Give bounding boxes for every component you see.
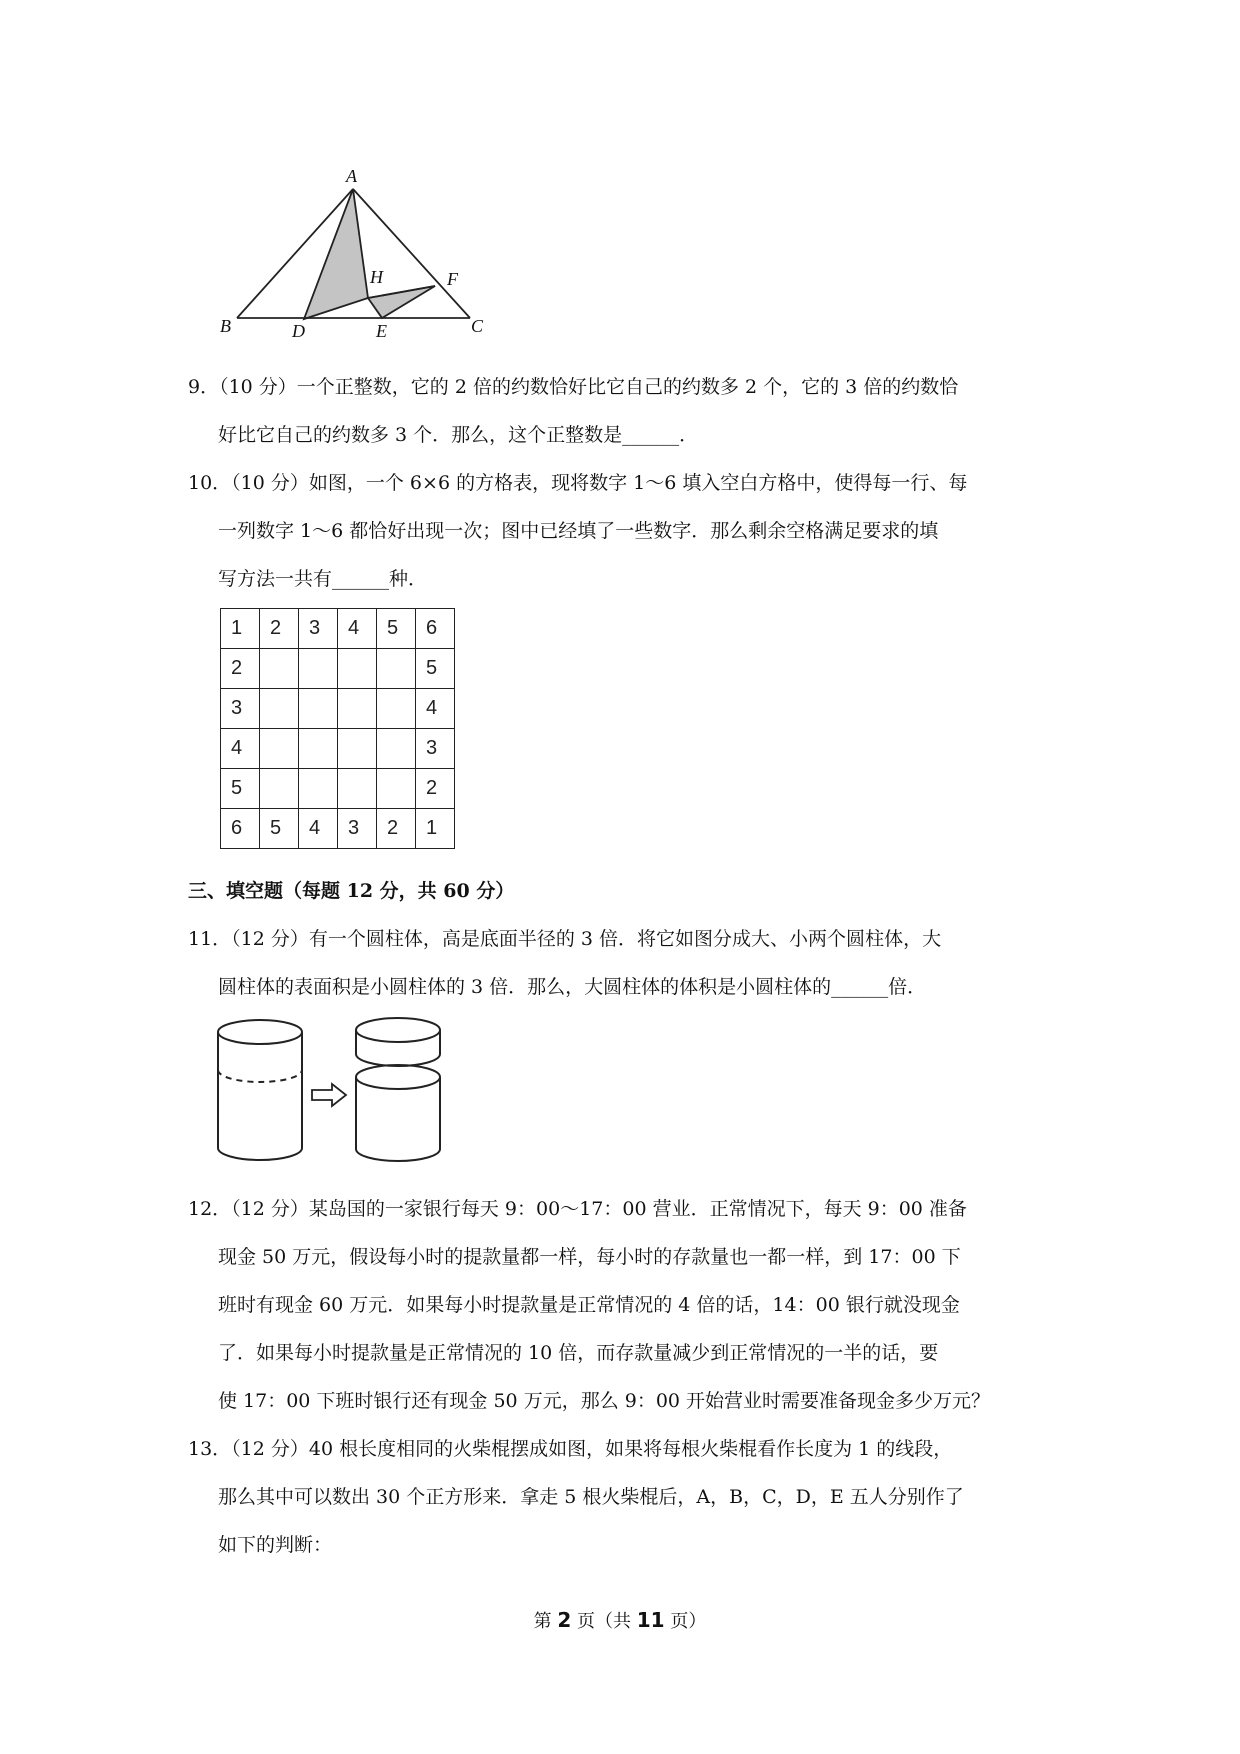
cylinder-figure [212, 1012, 462, 1164]
q9-line-2: 好比它自己的约数多 3 个．那么，这个正整数是______． [218, 424, 699, 446]
grid-row [221, 609, 455, 649]
grid-cell [299, 689, 338, 729]
grid-cell: 2 [260, 609, 299, 649]
grid-cell: 5 [416, 649, 455, 689]
grid-cell: 3 [416, 729, 455, 769]
footer-middle: 页（共 [571, 1611, 637, 1632]
grid-cell: 5 [260, 809, 299, 849]
grid-cell: 6 [221, 809, 260, 849]
q12-line-1: 12．（12 分）某岛国的一家银行每天 9：00～17：00 营业．正常情况下，每天 9：00 准备 [188, 1198, 967, 1220]
q13-line-1: 13．（12 分）40 根长度相同的火柴棍摆成如图，如果将每根火柴棍看作长度为 1 的线段， [188, 1438, 953, 1460]
label-b: B [220, 316, 231, 336]
grid-cell [260, 649, 299, 689]
arrow-icon [312, 1084, 346, 1106]
q12-line-5: 使 17：00 下班时银行还有现金 50 万元，那么 9：00 开始营业时需要准备现金多少万元？ [218, 1390, 991, 1412]
grid-cell [299, 649, 338, 689]
label-e: E [376, 321, 387, 341]
grid-cell [338, 729, 377, 769]
grid-cell: 3 [221, 689, 260, 729]
grid-cell [338, 649, 377, 689]
q10-line-1: 10．（10 分）如图，一个 6×6 的方格表，现将数字 1～6 填入空白方格中，使得每一行、每 [188, 472, 968, 494]
q11-line-1: 11．（12 分）有一个圆柱体，高是底面半径的 3 倍．将它如图分成大、小两个圆柱体，大 [188, 928, 942, 950]
grid-cell: 6 [416, 609, 455, 649]
grid-cell: 2 [377, 809, 416, 849]
q12-line-3: 班时有现金 60 万元．如果每小时提款量是正常情况的 4 倍的话，14：00 银行就没现金 [218, 1294, 960, 1316]
grid-cell: 4 [416, 689, 455, 729]
grid-cell [260, 729, 299, 769]
grid-cell: 4 [299, 809, 338, 849]
grid-cell: 2 [221, 649, 260, 689]
section-title: 三、填空题（每题 12 分，共 60 分） [188, 880, 515, 902]
label-h: H [370, 267, 383, 287]
footer-suffix: 页） [664, 1611, 707, 1632]
grid-cell [338, 689, 377, 729]
shaded-region-hef [368, 286, 435, 318]
grid-cell: 4 [338, 609, 377, 649]
small-cylinder [356, 1018, 440, 1066]
grid-cell: 4 [221, 729, 260, 769]
grid-cell [299, 769, 338, 809]
grid-row [221, 769, 455, 809]
page-footer [0, 1607, 1240, 1633]
grid-cell: 3 [338, 809, 377, 849]
grid-row [221, 649, 455, 689]
grid-row [221, 809, 455, 849]
grid-row [221, 689, 455, 729]
footer-prefix: 第 [533, 1611, 558, 1632]
label-c: C [471, 316, 484, 336]
footer-total-pages: 11 [636, 1608, 665, 1632]
q10-line-2: 一列数字 1～6 都恰好出现一次；图中已经填了一些数字．那么剩余空格满足要求的填 [218, 520, 939, 542]
grid-cell [377, 769, 416, 809]
label-a: A [346, 166, 357, 186]
number-grid [220, 608, 455, 849]
label-f: F [447, 269, 458, 289]
q11-line-2: 圆柱体的表面积是小圆柱体的 3 倍．那么，大圆柱体的体积是小圆柱体的______倍． [218, 976, 927, 998]
triangle-figure [210, 160, 500, 345]
original-cylinder [218, 1020, 302, 1160]
label-d: D [292, 321, 305, 341]
grid-cell: 5 [377, 609, 416, 649]
q9-line-1: 9．（10 分）一个正整数，它的 2 倍的约数恰好比它自己的约数多 2 个，它的 3 倍的约数恰 [188, 376, 959, 398]
q13-line-2: 那么其中可以数出 30 个正方形来．拿走 5 根火柴棍后，A，B，C，D，E 五人分别作了 [218, 1486, 964, 1508]
grid-cell [260, 689, 299, 729]
large-cylinder [356, 1065, 440, 1161]
grid-cell: 1 [221, 609, 260, 649]
grid-cell: 2 [416, 769, 455, 809]
grid-cell [299, 729, 338, 769]
grid-cell: 5 [221, 769, 260, 809]
grid-cell [377, 729, 416, 769]
q12-line-4: 了．如果每小时提款量是正常情况的 10 倍，而存款量减少到正常情况的一半的话，要 [218, 1342, 939, 1364]
q10-line-3: 写方法一共有______种． [218, 568, 428, 590]
grid-cell: 1 [416, 809, 455, 849]
footer-page-number: 2 [557, 1608, 572, 1632]
grid-cell [377, 649, 416, 689]
grid-cell [338, 769, 377, 809]
grid-cell: 3 [299, 609, 338, 649]
q12-line-2: 现金 50 万元，假设每小时的提款量都一样，每小时的存款量也一都一样，到 17：00 下 [218, 1246, 961, 1268]
grid-cell [377, 689, 416, 729]
grid-row [221, 729, 455, 769]
q13-line-3: 如下的判断： [218, 1534, 333, 1556]
grid-cell [260, 769, 299, 809]
